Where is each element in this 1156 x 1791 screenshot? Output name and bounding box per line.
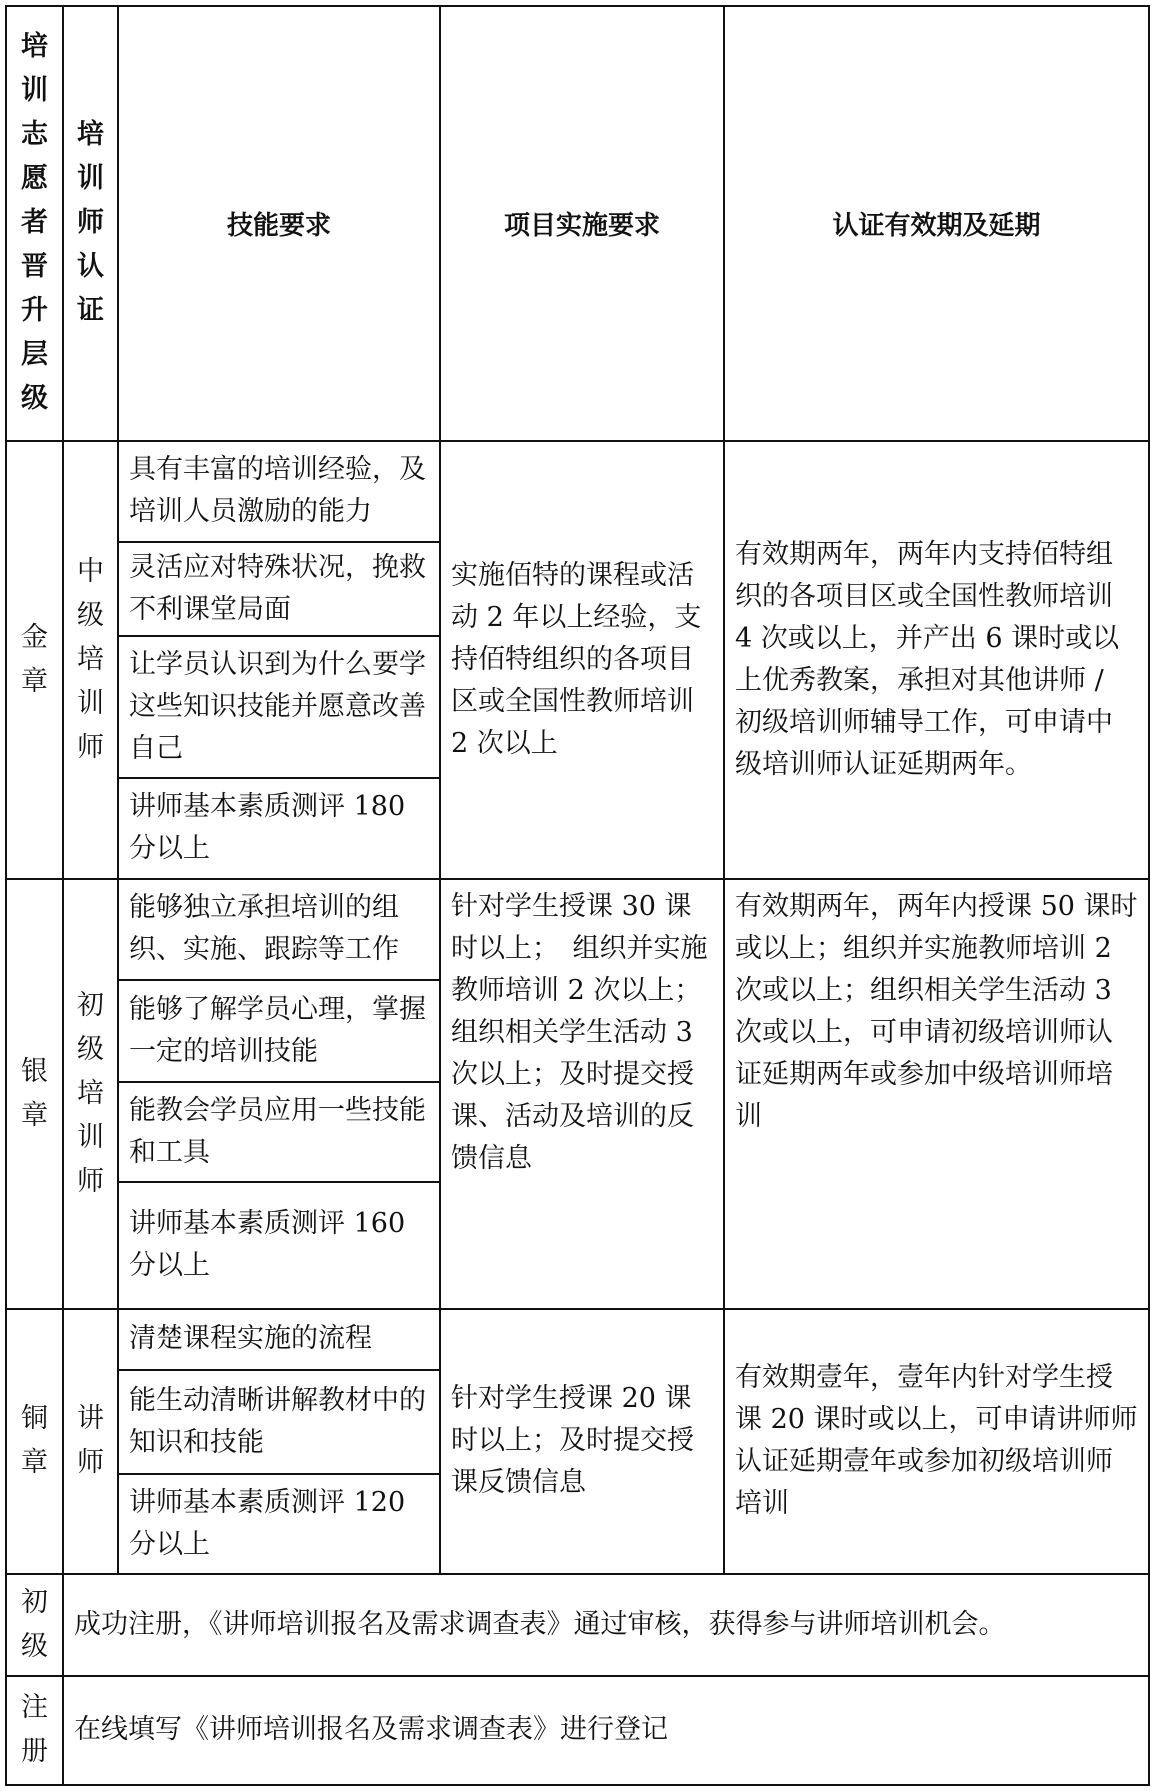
bronze-row [6, 1309, 1149, 1370]
silver-row [6, 879, 1149, 981]
header-project: 项目实施要求 [440, 6, 724, 441]
bronze-cert: 讲 师 [63, 1309, 118, 1574]
bronze-project: 针对学生授课 20 课时以上；及时提交授课反馈信息 [440, 1309, 724, 1574]
header-row [6, 6, 1149, 441]
header-validity: 认证有效期及延期 [724, 6, 1149, 441]
register-row [6, 1676, 1149, 1785]
silver-validity: 有效期两年，两年内授课 50 课时或以上；组织并实施教师培训 2 次或以上；组织相关学生活动 3 次或以上，可申请初级培训师认证延期两年或参加中级培训师培训 [724, 879, 1149, 1309]
gold-cert: 中 级 培 训 师 [63, 441, 118, 879]
bronze-skill-1: 清楚课程实施的流程 [118, 1309, 440, 1370]
gold-skill-3: 让学员认识到为什么要学这些知识技能并愿意改善自己 [118, 636, 440, 778]
gold-level: 金 章 [6, 441, 63, 879]
gold-skill-1: 具有丰富的培训经验，及培训人员激励的能力 [118, 441, 440, 543]
bronze-level: 铜 章 [6, 1309, 63, 1574]
silver-level: 银 章 [6, 879, 63, 1309]
bronze-validity: 有效期壹年，壹年内针对学生授课 20 课时或以上，可申请讲师师认证延期壹年或参加初级培训师培训 [724, 1309, 1149, 1574]
bronze-skill-2: 能生动清晰讲解教材中的知识和技能 [118, 1370, 440, 1474]
bronze-skill-3: 讲师基本素质测评 120 分以上 [118, 1474, 440, 1574]
register-text: 在线填写《讲师培训报名及需求调查表》进行登记 [63, 1676, 1149, 1785]
silver-skill-4: 讲师基本素质测评 160 分以上 [118, 1182, 440, 1309]
header-skill: 技能要求 [118, 6, 440, 441]
gold-validity: 有效期两年，两年内支持佰特组织的各项目区或全国性教师培训 4 次或以上，并产出 6 课时或以上优秀教案，承担对其他讲师 / 初级培训师辅导工作，可申请中级培训师认证延期两年。 [724, 441, 1149, 879]
gold-row [6, 441, 1149, 543]
certification-table [5, 5, 1150, 1786]
gold-project: 实施佰特的课程或活动 2 年以上经验，支持佰特组织的各项目区或全国性教师培训 2 次以上 [440, 441, 724, 879]
silver-project: 针对学生授课 30 课时以上； 组织并实施教师培训 2 次以上；组织相关学生活动 3 次以上；及时提交授课、活动及培训的反馈信息 [440, 879, 724, 1309]
junior-label: 初 级 [6, 1574, 63, 1676]
silver-skill-2: 能够了解学员心理，掌握一定的培训技能 [118, 980, 440, 1082]
register-label: 注 册 [6, 1676, 63, 1785]
junior-text: 成功注册，《讲师培训报名及需求调查表》通过审核，获得参与讲师培训机会。 [63, 1574, 1149, 1676]
gold-skill-4: 讲师基本素质测评 180 分以上 [118, 778, 440, 878]
junior-row [6, 1574, 1149, 1676]
gold-skill-2: 灵活应对特殊状况，挽救不利课堂局面 [118, 542, 440, 636]
header-cert: 培 训 师 认 证 [63, 6, 118, 441]
silver-cert: 初 级 培 训 师 [63, 879, 118, 1309]
silver-skill-1: 能够独立承担培训的组织、实施、跟踪等工作 [118, 879, 440, 981]
header-level: 培 训 志 愿 者 晋 升 层 级 [6, 6, 63, 441]
silver-skill-3: 能教会学员应用一些技能和工具 [118, 1082, 440, 1182]
